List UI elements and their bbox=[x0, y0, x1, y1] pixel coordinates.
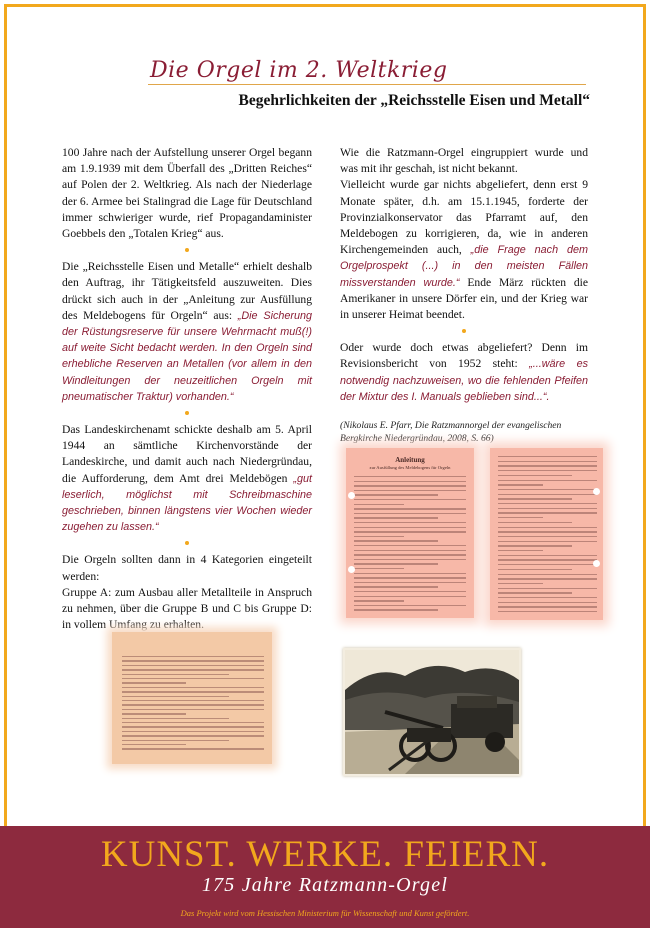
scan-text-line bbox=[498, 588, 597, 589]
right-paragraph-3 bbox=[340, 340, 588, 405]
right-paragraph-2-tail: Ende März rückten die Amerikaner in unsere Dörfer ein, und der Krieg war in unserer Heimat beendet. bbox=[340, 275, 588, 322]
scan-text-line bbox=[122, 744, 186, 745]
scan-text-line bbox=[122, 669, 264, 670]
left-paragraph-3-text: Das Landeskirchenamt schickte deshalb am 5. April 1944 an sämtliche Kirchenvorstände der Landeskirche, und damit auch nach Niedergründau, die Aufforderung, dem Amt drei Meldebögen bbox=[62, 423, 312, 485]
scan-text-line bbox=[498, 494, 597, 495]
separator-dot bbox=[185, 248, 189, 252]
scan-text-line bbox=[354, 517, 438, 518]
scan-text-line bbox=[122, 713, 186, 714]
citation: (Nikolaus E. Pfarr, Die Ratzmannorgel der evangelischen Bergkirche Niedergründau, 2008, S. 66) bbox=[340, 420, 562, 445]
scan-text-line bbox=[354, 476, 466, 477]
scan-text-line bbox=[498, 550, 543, 551]
scan-text-line bbox=[354, 554, 466, 555]
scan-text-line bbox=[354, 609, 438, 610]
separator-dot bbox=[462, 329, 466, 333]
punch-hole bbox=[348, 492, 355, 499]
scan-text-line bbox=[498, 583, 543, 584]
right-paragraph-2-text: Vielleicht wurde gar nichts abgeliefert, denn erst 9 Monate später, d.h. am 15.1.1945, forderte der Provinzialkonservator das Pfarramt auf, den Meldebogen zu korrigieren, da, wie in anderen Kirchengemeinden auch, bbox=[340, 178, 588, 257]
scan-text-line bbox=[354, 531, 466, 532]
punch-hole bbox=[593, 560, 600, 567]
scan-text-line bbox=[122, 740, 229, 741]
document-scan-heading: Anleitung bbox=[395, 456, 425, 464]
left-paragraph-5: Gruppe A: zum Ausbau aller Metallteile in Anspruch zu nehmen, über die Gruppe B und C bis Gruppe D: in vollem Umfang zu erhalten. bbox=[62, 585, 312, 632]
left-paragraph-4: Die Orgeln sollten dann in 4 Kategorien eingeteilt werden: bbox=[62, 553, 312, 583]
scan-text-line bbox=[354, 508, 466, 509]
scan-text-line bbox=[122, 691, 264, 692]
scan-text-line bbox=[498, 470, 597, 471]
scan-text-line bbox=[354, 485, 466, 486]
scan-text-line bbox=[498, 536, 597, 537]
scan-text-line bbox=[354, 605, 466, 606]
scan-text-line bbox=[354, 563, 438, 564]
scan-text-line bbox=[122, 665, 264, 666]
scan-text-line bbox=[354, 494, 438, 495]
page-title: Die Orgel im 2. Weltkrieg bbox=[150, 58, 448, 83]
scan-text-line bbox=[122, 704, 264, 705]
scan-text-line bbox=[354, 513, 466, 514]
right-paragraph-2 bbox=[340, 177, 588, 323]
scan-text-line bbox=[122, 722, 264, 723]
scan-text-line bbox=[122, 700, 264, 701]
right-quote-1: „die Frage nach dem Orgelprospekt (...) in den meisten Fällen missverstanden wurde.“ bbox=[340, 244, 588, 289]
document-scan-instructions bbox=[346, 448, 474, 618]
scan-text-line bbox=[354, 568, 404, 569]
separator-dot bbox=[185, 541, 189, 545]
scan-text-line bbox=[122, 718, 229, 719]
left-quote-1: „Die Sicherung der Rüstungsreserve für unsere Wehrmacht muß(!) auf weite Sicht bedacht werden. In den Orgeln sind erhebliche Reserven an Metallen (vor allem in den Windleitungen der neuzeitlichen Orgeln mit pneumatischer Traktur) vorhanden.“ bbox=[62, 309, 312, 403]
banner-subline: 175 Jahre Ratzmann-Orgel bbox=[201, 874, 449, 896]
scan-text-line bbox=[498, 597, 597, 598]
scan-text-line bbox=[354, 527, 466, 528]
scan-text-line bbox=[122, 731, 264, 732]
right-paragraph-3-text: Oder wurde doch etwas abgeliefert? Denn im Revisionsbericht von 1952 steht: bbox=[340, 341, 588, 371]
scan-text-line bbox=[498, 475, 572, 476]
scan-text-line bbox=[354, 550, 466, 551]
scan-text-line bbox=[498, 517, 543, 518]
scan-text-line bbox=[498, 569, 572, 570]
scan-text-line bbox=[498, 512, 597, 513]
left-paragraph-1: 100 Jahre nach der Aufstellung unserer Orgel begann am 1.9.1939 mit dem Überfall des „Dritten Reiches“ auf Polen der 2. Weltkrieg. Als nach der Niederlage der 6. Armee bei Stalingrad die Lage für Deutschland immer schwieriger wurde, rief Propagandaminister Goebbels den „Totalen Krieg“ aus. bbox=[62, 146, 312, 241]
scan-text-line bbox=[498, 522, 572, 523]
scan-text-line bbox=[122, 687, 264, 688]
left-paragraph-2-text: Die „Reichsstelle Eisen und Metalle“ erhielt deshalb den Auftrag, ihr Tätigkeitsfeld auszuweiten. Dies drückt sich auch in der „Anleitung zur Ausfüllung des Meldebogens für Orgeln“ aus: bbox=[62, 260, 312, 322]
scan-text-line bbox=[122, 660, 264, 661]
scan-text-line bbox=[354, 481, 466, 482]
scan-text-line bbox=[498, 592, 572, 593]
scan-text-line bbox=[498, 564, 597, 565]
scan-text-line bbox=[498, 555, 597, 556]
scan-text-line bbox=[498, 527, 597, 528]
scan-text-line bbox=[122, 696, 229, 697]
scan-text-line bbox=[122, 748, 264, 749]
scan-text-line bbox=[354, 596, 466, 597]
scan-text-line bbox=[354, 559, 466, 560]
scan-text-line bbox=[354, 522, 466, 523]
scan-text-line bbox=[122, 709, 264, 710]
scan-text-line bbox=[354, 591, 466, 592]
scan-text-line bbox=[498, 545, 572, 546]
scan-text-line bbox=[498, 503, 597, 504]
scan-text-line bbox=[122, 678, 264, 679]
right-paragraph-1: Wie die Ratzmann-Orgel eingruppiert wurde und was mit ihr geschah, ist nicht bekannt. bbox=[340, 146, 588, 176]
scan-text-line bbox=[498, 456, 597, 457]
scan-text-line bbox=[498, 484, 543, 485]
punch-hole bbox=[593, 488, 600, 495]
scan-text-line bbox=[354, 545, 466, 546]
scan-text-line bbox=[122, 656, 264, 657]
right-column bbox=[340, 145, 588, 445]
scan-text-line bbox=[122, 682, 186, 683]
scan-text-line bbox=[354, 540, 438, 541]
banner-headline: KUNST. WERKE. FEIERN. bbox=[100, 834, 550, 875]
separator-dot bbox=[185, 411, 189, 415]
left-paragraph-3 bbox=[62, 422, 312, 535]
scan-text-line bbox=[122, 735, 264, 736]
scan-text-line bbox=[354, 600, 404, 601]
scan-text-line bbox=[498, 574, 597, 575]
scan-text-line bbox=[498, 531, 597, 532]
scan-text-line bbox=[498, 578, 597, 579]
scan-text-line bbox=[122, 674, 229, 675]
sponsor-note: Das Projekt wird vom Hessischen Ministerium für Wissenschaft und Kunst gefördert. bbox=[180, 908, 470, 918]
scan-text-line bbox=[498, 611, 597, 612]
historic-photo-artillery bbox=[343, 648, 521, 776]
scan-text-line bbox=[354, 536, 404, 537]
document-scan-subheading: zur Ausfüllung des Meldebogens für Orgeln bbox=[369, 465, 451, 470]
scan-text-line bbox=[498, 559, 597, 560]
scan-text-line bbox=[354, 577, 466, 578]
scan-text-line bbox=[498, 602, 597, 603]
scan-text-line bbox=[354, 586, 438, 587]
scan-text-line bbox=[498, 465, 597, 466]
scan-text-line bbox=[498, 508, 597, 509]
scan-text-line bbox=[354, 499, 466, 500]
scan-text-line bbox=[354, 582, 466, 583]
scan-text-line bbox=[354, 504, 404, 505]
left-quote-2: „gut leserlich, möglichst mit Schreibmaschine geschrieben, binnen längstens vier Wochen wieder zugehen zu lassen.“ bbox=[62, 472, 312, 534]
right-quote-2: „...wäre es notwendig nachzuweisen, wo die fehlenden Pfeifen der Mixtur des I. Manuals geblieben sind...“. bbox=[340, 358, 588, 403]
photo-drawing bbox=[345, 650, 519, 774]
page-subtitle: Begehrlichkeiten der „Reichsstelle Eisen und Metall“ bbox=[238, 92, 590, 109]
scan-text-line bbox=[498, 498, 572, 499]
left-paragraph-2 bbox=[62, 259, 312, 405]
scan-text-line bbox=[498, 489, 597, 490]
title-rule bbox=[148, 84, 586, 85]
scan-text-line bbox=[122, 726, 264, 727]
letter-scan bbox=[112, 632, 272, 764]
scan-text-line bbox=[354, 573, 466, 574]
scan-text-line bbox=[498, 480, 597, 481]
scan-text-line bbox=[354, 490, 466, 491]
document-scan-form bbox=[490, 448, 603, 620]
left-column bbox=[62, 145, 312, 633]
scan-text-line bbox=[498, 461, 597, 462]
scan-text-line bbox=[498, 541, 597, 542]
punch-hole bbox=[348, 566, 355, 573]
scan-text-line bbox=[498, 606, 597, 607]
